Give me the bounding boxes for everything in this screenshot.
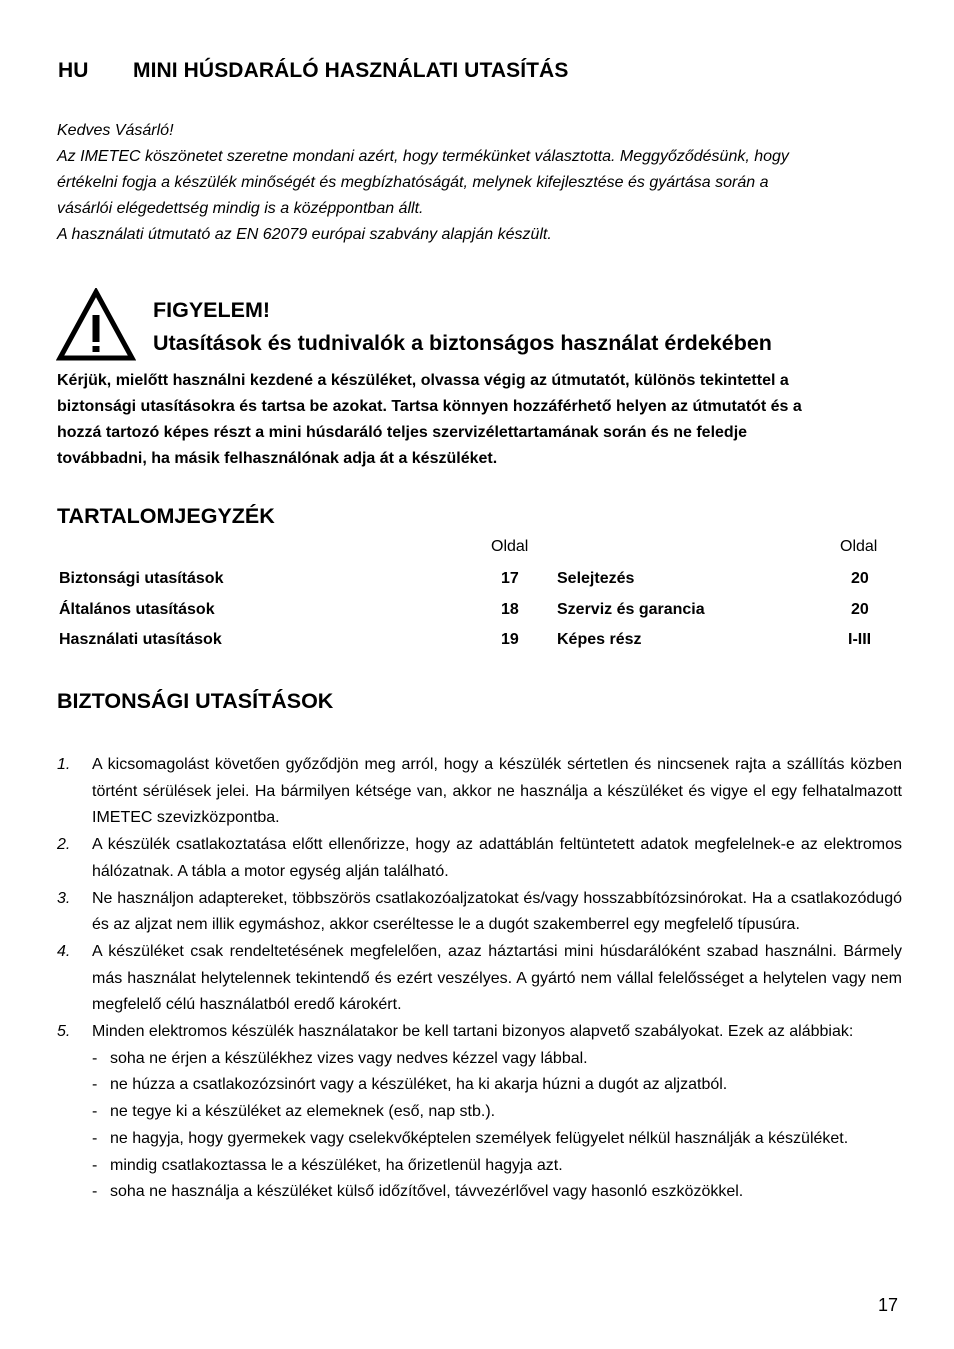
sub-item-dash: - bbox=[92, 1076, 98, 1094]
warning-triangle-icon bbox=[56, 288, 136, 362]
intro-line: Kedves Vásárló! bbox=[57, 122, 174, 139]
list-item-number: 5. bbox=[57, 1023, 71, 1041]
sub-item-dash: - bbox=[92, 1129, 98, 1147]
page-header bbox=[58, 59, 568, 83]
list-item-number: 2. bbox=[57, 836, 71, 854]
list-item-text: A készüléket csak rendeltetésének megfelelően, azaz háztartási mini húsdarálóként szabad használni. Bármely más használat helytelennek tekintendő és ezért veszélyes. A gyártó nem vállal felelősséget a helytelen vagy nem megfelelő célú használatból eredő károkért. bbox=[92, 942, 902, 1014]
toc-entry-label: Biztonsági utasítások bbox=[59, 570, 224, 587]
list-item-number: 1. bbox=[57, 756, 71, 773]
warning-title: FIGYELEM! bbox=[153, 298, 271, 322]
list-item bbox=[57, 832, 902, 885]
warning-subtitle: Utasítások és tudnivalók a biztonságos használat érdekében bbox=[153, 331, 772, 355]
toc-entry-label: Általános utasítások bbox=[59, 601, 215, 618]
list-item-text: Minden elektromos készülék használatakor be kell tartani bizonyos alapvető szabályokat. Ezek az alábbiak: bbox=[92, 1023, 854, 1041]
intro-line: A használati útmutató az EN 62079 európai szabvány alapján készült. bbox=[57, 226, 552, 243]
warning-heading bbox=[153, 294, 772, 360]
list-item bbox=[57, 752, 902, 832]
sub-item-text: soha ne használja a készüléket külső időzítővel, távvezérlővel vagy hasonló eszközökkel. bbox=[110, 1183, 744, 1201]
sub-item-dash: - bbox=[92, 1183, 98, 1201]
list-item-text: A kicsomagolást követően győződjön meg arról, hogy a készülék sértetlen és nincsenek rajta a szállítás közben történt sérülések jelei. Ha bármilyen kétsége van, akkor ne használja a készüléket és vigye el egy felhatalmazott IMETEC szevizközpontba. bbox=[92, 756, 902, 827]
sub-item-text: soha ne érjen a készülékhez vizes vagy nedves kézzel vagy lábbal. bbox=[110, 1049, 588, 1067]
sub-list-item bbox=[57, 1153, 902, 1180]
sub-item-dash: - bbox=[92, 1103, 98, 1121]
sub-item-dash: - bbox=[92, 1156, 98, 1174]
intro-line: Az IMETEC köszönetet szeretne mondani azért, hogy termékünket választotta. Meggyőződésünk, hogy bbox=[57, 148, 789, 165]
toc-entry-label: Szerviz és garancia bbox=[557, 601, 705, 618]
warning-text bbox=[57, 368, 902, 472]
toc-entry-page: 19 bbox=[501, 631, 519, 648]
page-number: 17 bbox=[878, 1295, 899, 1315]
toc-title: TARTALOMJEGYZÉK bbox=[57, 504, 275, 528]
warning-line: továbbadni, ha másik felhasználónak adja át a készüléket. bbox=[57, 450, 498, 467]
toc-entry-label: Használati utasítások bbox=[59, 631, 222, 648]
warning-line: Kérjük, mielőtt használni kezdené a készüléket, olvassa végig az útmutatót, különös tekintettel a bbox=[57, 372, 789, 389]
toc-entry-label: Képes rész bbox=[557, 631, 642, 648]
toc-row bbox=[0, 631, 954, 653]
sub-list-item bbox=[57, 1072, 902, 1099]
list-item-number: 3. bbox=[57, 889, 71, 907]
sub-item-text: mindig csatlakoztassa le a készüléket, ha őrizetlenül hagyja azt. bbox=[110, 1156, 563, 1174]
safety-instructions-list bbox=[57, 752, 902, 1206]
sub-list-item bbox=[57, 1126, 902, 1153]
toc-entry-page: 20 bbox=[851, 570, 869, 587]
toc-column-header: Oldal bbox=[491, 538, 529, 555]
intro-line: értékelni fogja a készülék minőségét és megbízhatóságát, melynek kifejlesztése és gyártása során a bbox=[57, 174, 769, 191]
toc-entry-page: 20 bbox=[851, 601, 869, 618]
sub-item-text: ne hagyja, hogy gyermekek vagy cselekvőképtelen személyek felügyelet nélkül használják a készüléket. bbox=[110, 1129, 849, 1147]
list-item-text: Ne használjon adaptereket, többszörös csatlakozóaljzatokat és/vagy hosszabbítózsinórokat. Ha a csatlakozódugó és az aljzat nem illik egymáshoz, akkor cseréltesse le a dugót szakemberrel egy megfelelő típusúra. bbox=[92, 889, 902, 934]
list-item bbox=[57, 1019, 902, 1046]
intro-line: vásárlói elégedettség mindig is a középpontban állt. bbox=[57, 200, 424, 217]
sub-item-dash: - bbox=[92, 1049, 98, 1067]
sub-item-text: ne húzza a csatlakozózsinórt vagy a készüléket, ha ki akarja húzni a dugót az aljzatból. bbox=[110, 1076, 728, 1094]
sub-list-item bbox=[57, 1046, 902, 1073]
language-code: HU bbox=[58, 59, 89, 82]
warning-line: hozzá tartozó képes részt a mini húsdaráló teljes szervizélettartamának során és ne feledje bbox=[57, 424, 748, 441]
toc-row bbox=[0, 601, 954, 623]
sub-list-item bbox=[57, 1179, 902, 1206]
toc-row bbox=[0, 570, 954, 592]
intro-paragraph bbox=[57, 118, 902, 248]
toc-entry-page: 18 bbox=[501, 601, 519, 618]
toc-column-header: Oldal bbox=[840, 538, 878, 555]
toc-entry-page: I-III bbox=[848, 631, 872, 648]
warning-line: biztonsági utasításokra és tartsa be azokat. Tartsa könnyen hozzáférhető helyen az útmutatót és a bbox=[57, 398, 802, 415]
toc-entry-label: Selejtezés bbox=[557, 570, 635, 587]
list-item-text: A készülék csatlakoztatása előtt ellenőrizze, hogy az adattáblán feltüntetett adatok megfelelnek-e az elektromos hálózatnak. A tábla a motor egység alján található. bbox=[92, 836, 902, 880]
list-item bbox=[57, 886, 902, 939]
safety-section-title: BIZTONSÁGI UTASÍTÁSOK bbox=[57, 689, 334, 713]
toc-entry-page: 17 bbox=[501, 570, 519, 587]
document-title: MINI HÚSDARÁLÓ HASZNÁLATI UTASÍTÁS bbox=[133, 59, 569, 82]
list-item bbox=[57, 939, 902, 1019]
list-item-number: 4. bbox=[57, 942, 71, 960]
sub-list-item bbox=[57, 1099, 902, 1126]
sub-item-text: ne tegye ki a készüléket az elemeknek (eső, nap stb.). bbox=[110, 1103, 496, 1121]
